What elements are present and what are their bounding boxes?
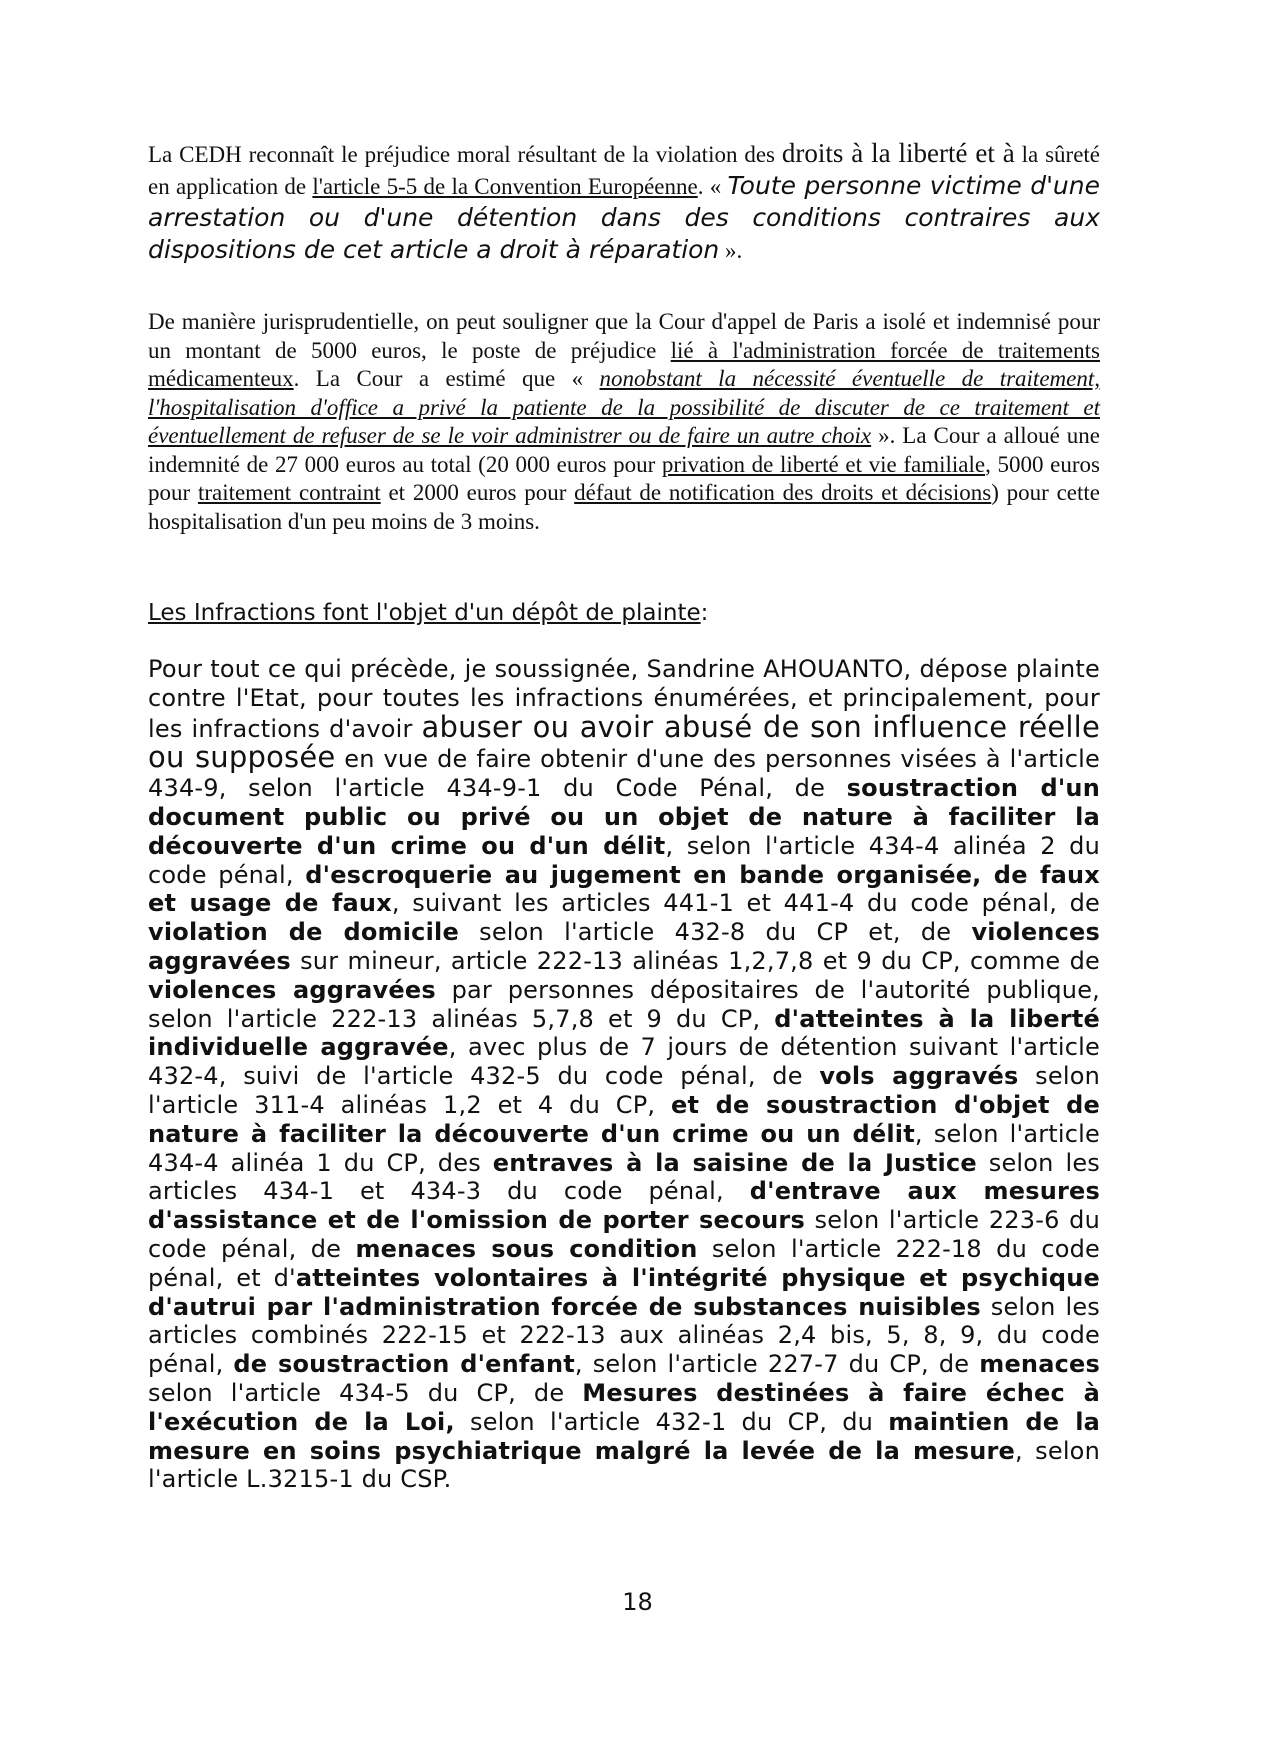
p3-s3: en vue de faire obtenir d'une des personnes visées à l'article 434-9, selon l'article 434-9-1 du Code Pénal, de — [148, 745, 1100, 803]
p3-s17: selon l'article 434-5 du CP, de — [148, 1378, 583, 1407]
offense-vols: vols aggravés — [819, 1062, 1019, 1091]
court-quote: nonobstant la nécessité éventuelle de traitement, l'hospitalisation d'office a privé la patiente de la possibilité de discuter de ce traitement et éventuellement de refuser de se le voir administrer ou de faire un autre choix — [148, 366, 1100, 448]
paragraph-cedh — [148, 138, 1100, 266]
p2-text-5: et 2000 euros pour — [380, 480, 575, 505]
p3-s10: selon l'article 311-4 alinéas 1,2 et 4 du CP, — [148, 1062, 1100, 1119]
offense-soustraction-document: soustraction d'un document public ou privé ou un objet de nature à faciliter la découverte d'un crime ou d'un délit — [148, 774, 1100, 860]
p3-s1: Pour tout ce qui précède, je soussignée, Sandrine AHOUANTO, dépose plainte contre l'Etat, pour toutes les infractions énumérées, et principalement, pour les infractions d'avoir — [148, 655, 1100, 743]
p3-s12: selon les articles 434-1 et 434-3 du code pénal, — [148, 1148, 1100, 1206]
p2-text-2: . La Cour a estimé que « — [293, 366, 600, 391]
offense-menaces: menaces — [979, 1350, 1101, 1379]
underlined-traitement: traitement contraint — [197, 480, 381, 505]
offense-soustraction-objet: et de soustraction d'objet de nature à faciliter la découverte d'un crime ou un délit — [148, 1090, 1100, 1148]
p3-s9: , avec plus de 7 jours de détention suivant l'article 432-4, suivi de l'article 432-5 du code pénal, de — [148, 1033, 1100, 1091]
p3-s14: selon l'article 222-18 du code pénal, et d' — [148, 1234, 1101, 1292]
article-quote: Toute personne victime d'une arrestation ou d'une détention dans des conditions contraires aux dispositions de cet article a droit à réparation — [148, 171, 1101, 264]
p2-text-3: ». La Cour a alloué une indemnité de 27 000 euros au total (20 000 euros pour — [148, 423, 1100, 477]
p2-text-4: , 5000 euros pour — [148, 451, 1100, 505]
p1-text-2: droits à la liberté et à — [781, 138, 1015, 168]
offense-escroquerie: d'escroquerie au jugement en bande organisée, de faux et usage de faux — [148, 860, 1100, 918]
p3-s16: , selon l'article 227-7 du CP, de — [574, 1350, 980, 1379]
paragraph-complaint — [148, 655, 1100, 1494]
p3-s6: selon l'article 432-8 du CP et, de — [458, 918, 972, 947]
page-number: 18 — [622, 1588, 653, 1616]
offense-violation-domicile: violation de domicile — [148, 918, 459, 947]
underlined-privation: privation de liberté et vie familiale — [661, 451, 986, 477]
heading-colon: : — [700, 600, 709, 626]
underlined-forced-treatment: lié à l'administration forcée de traitements médicamenteux — [148, 337, 1101, 391]
p1-text-4: . « — [697, 174, 728, 199]
p3-s18: selon l'article 432-1 du CP, du — [454, 1407, 889, 1436]
offense-menaces-condition: menaces sous condition — [355, 1234, 698, 1263]
p3-s7: sur mineur, article 222-13 alinéas 1,2,7,8 et 9 du CP, comme de — [290, 946, 1100, 975]
convention-article-reference: l'article 5-5 de la Convention Européenne — [312, 174, 698, 199]
p3-s5: , suivant les articles 441-1 et 441-4 du code pénal, de — [391, 889, 1100, 918]
p1-text-1: La CEDH reconnaît le préjudice moral résultant de la violation des — [148, 142, 782, 167]
paragraph-jurisprudence — [148, 308, 1100, 536]
p3-s15: selon les articles combinés 222-15 et 222-13 aux alinéas 2,4 bis, 5, 8, 9, du code pénal, — [148, 1292, 1100, 1379]
p2-text-6: ) pour cette hospitalisation d'un peu moins de 3 moins. — [148, 480, 1101, 534]
p2-text-1: De manière jurisprudentielle, on peut souligner que la Cour d'appel de Paris a isolé et indemnisé pour un montant de 5000 euros, le poste de préjudice — [148, 309, 1100, 363]
offense-violences-2: violences aggravées — [148, 975, 436, 1004]
offense-violences-1: violences aggravées — [148, 918, 1100, 975]
underlined-defaut: défaut de notification des droits et décisions — [574, 480, 992, 505]
p3-s8: par personnes dépositaires de l'autorité publique, selon l'article 222-13 alinéas 5,7,8 et 9 du CP, — [148, 975, 1101, 1033]
offense-entrave-assistance: d'entrave aux mesures d'assistance et de l'omission de porter secours — [148, 1177, 1100, 1235]
p1-text-5: ». — [719, 238, 743, 263]
p3-s11: , selon l'article 434-4 alinéa 1 du CP, des — [148, 1119, 1100, 1177]
offense-mesures-echec: Mesures destinées à faire échec à l'exécution de la Loi, — [148, 1378, 1100, 1436]
offense-soustraction-enfant: de soustraction d'enfant — [233, 1350, 575, 1379]
offense-maintien-mesure: maintien de la mesure en soins psychiatrique malgré la levée de la mesure — [148, 1407, 1101, 1465]
offense-atteintes-integrite: atteintes volontaires à l'intégrité physique et psychique d'autrui par l'administration forcée de substances nuisibles — [148, 1263, 1100, 1321]
p3-s13: selon l'article 223-6 du code pénal, de — [148, 1206, 1100, 1263]
offense-entraves-justice: entraves à la saisine de la Justice — [492, 1148, 977, 1177]
p3-s2: abuser ou avoir abusé de son influence réelle ou supposée — [148, 709, 1100, 775]
heading-text: Les Infractions font l'objet d'un dépôt de plainte — [148, 600, 701, 626]
p3-s19: , selon l'article L.3215-1 du CSP. — [148, 1436, 1100, 1494]
offense-atteintes-liberte: d'atteintes à la liberté individuelle aggravée — [148, 1004, 1100, 1062]
section-heading — [148, 600, 708, 626]
p3-s4: , selon l'article 434-4 alinéa 2 du code pénal, — [148, 831, 1100, 889]
p1-text-3: la sûreté en application de — [148, 142, 1100, 199]
